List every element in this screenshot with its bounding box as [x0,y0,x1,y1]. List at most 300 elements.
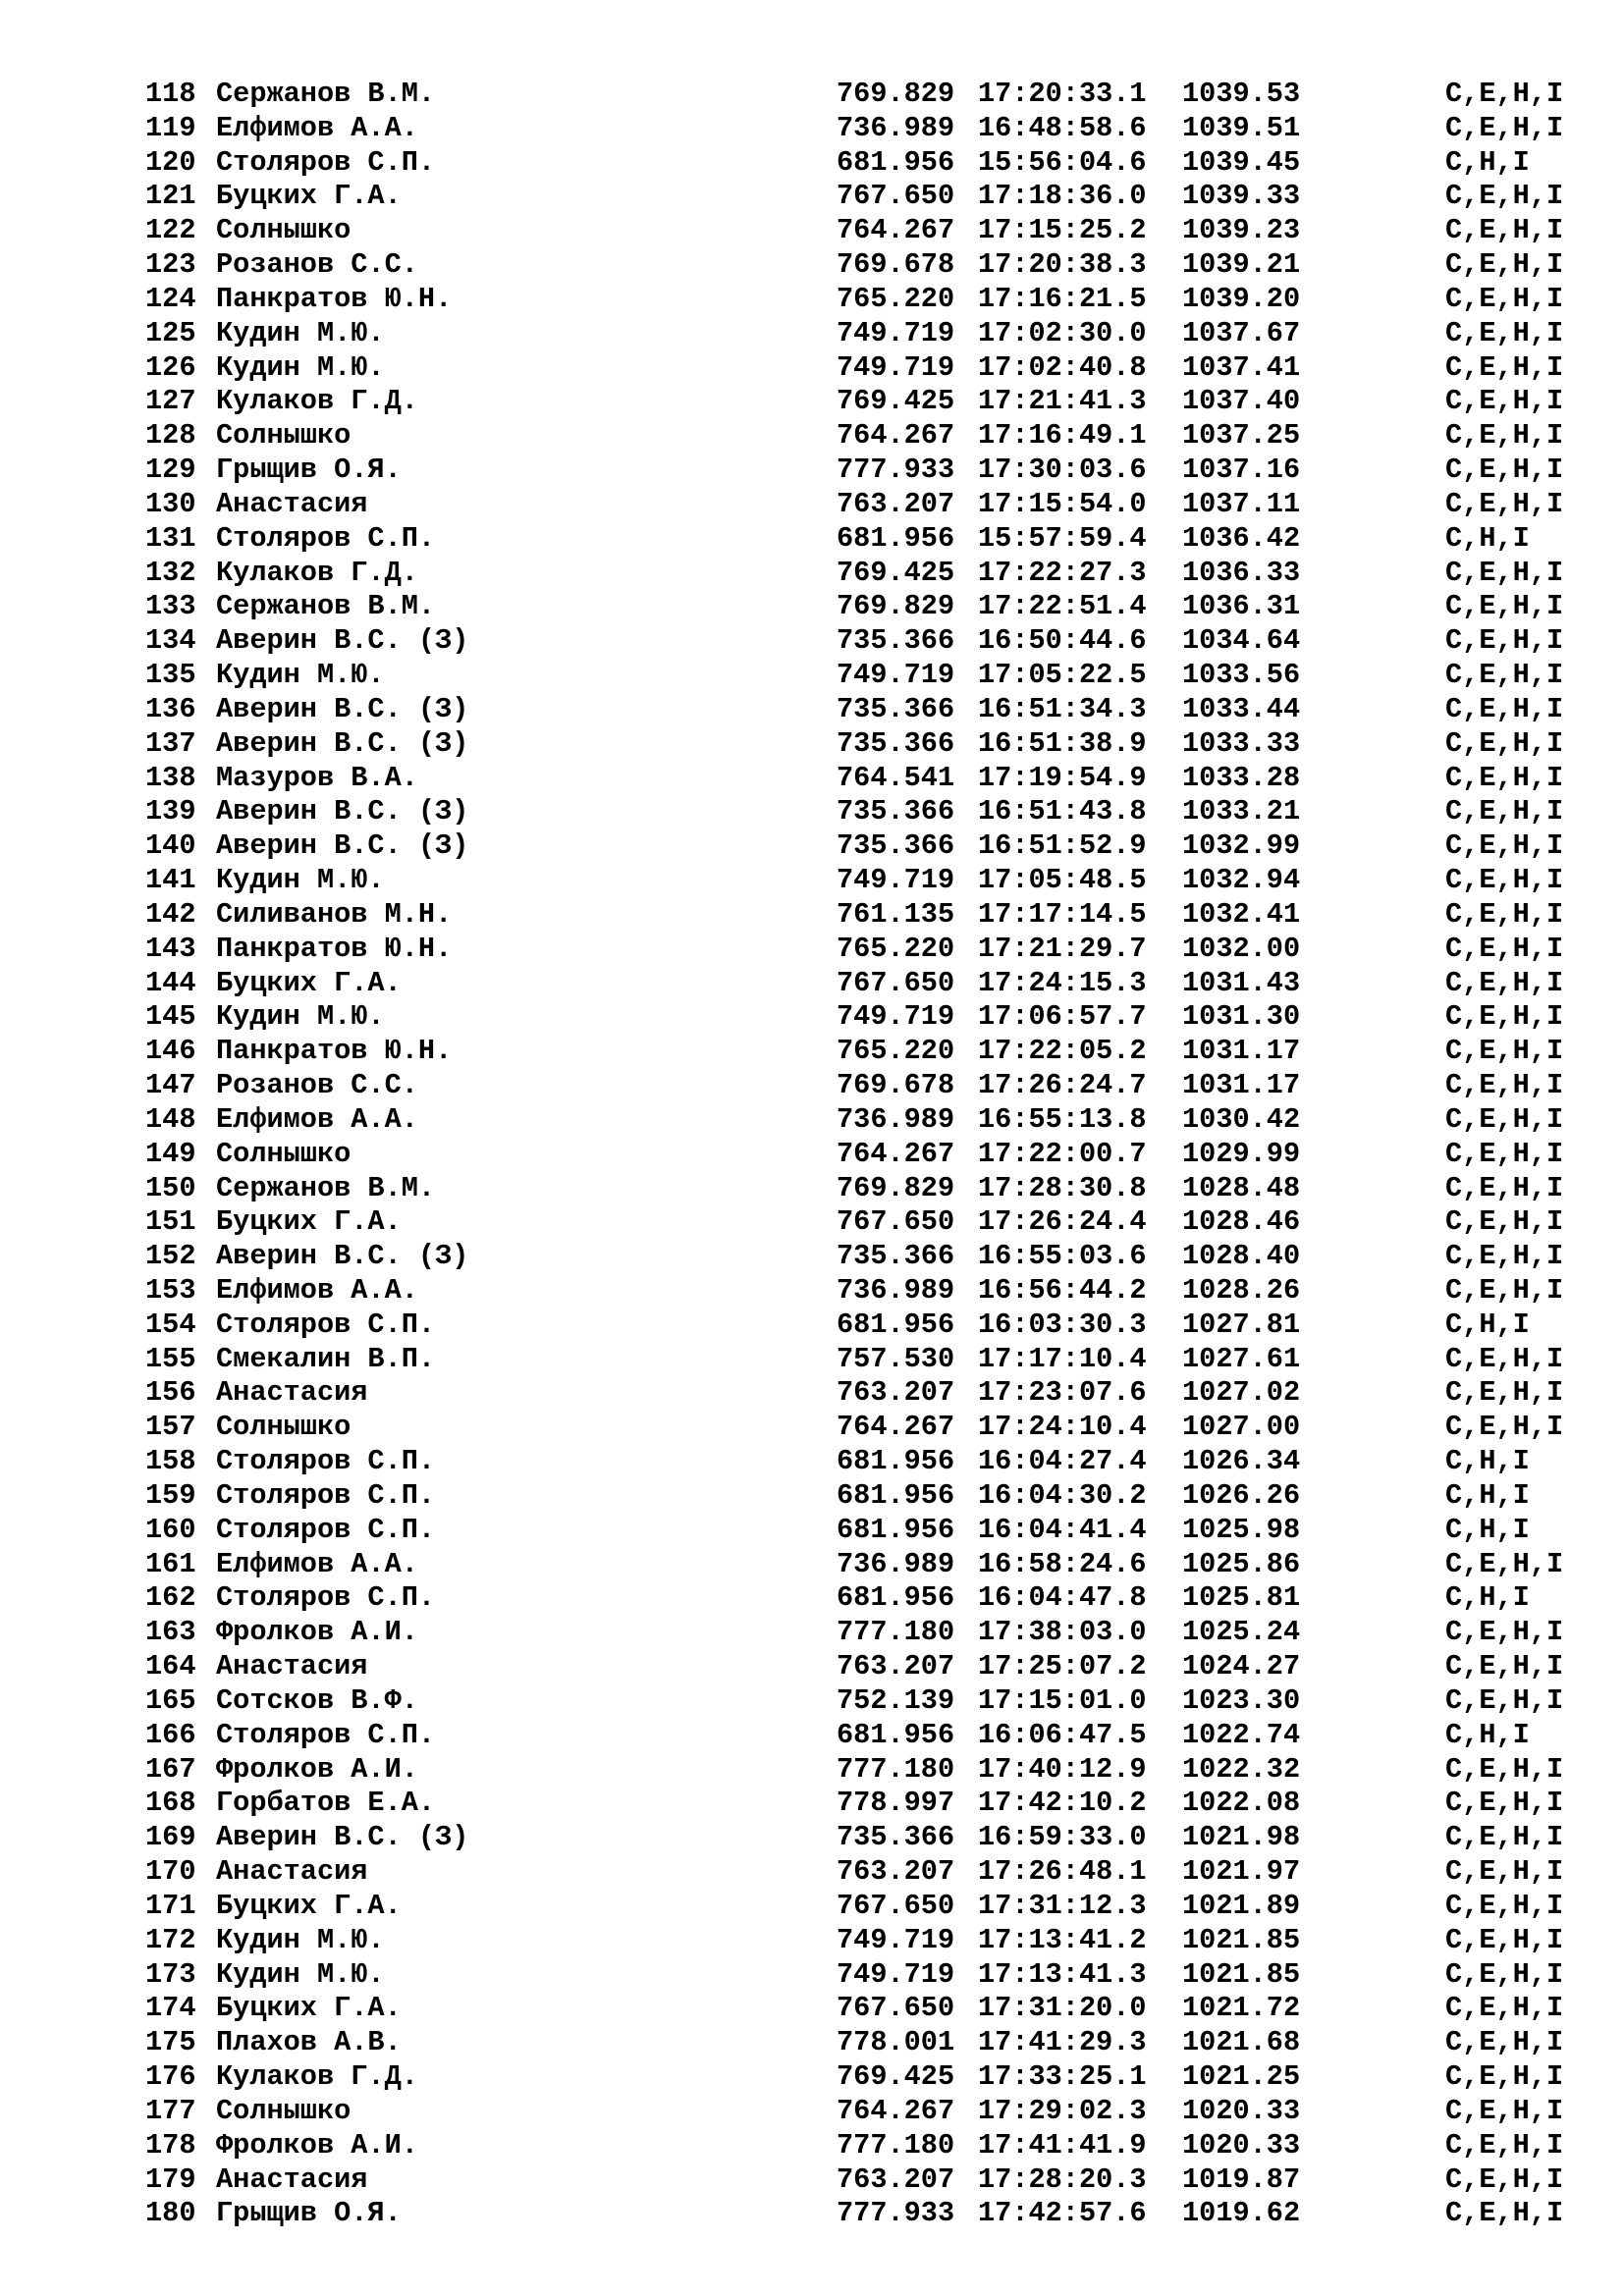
participant-name: Елфимов А.А. [216,111,418,144]
participant-name: Грыщив О.Я. [216,2197,402,2230]
participant-name: Кудин М.Ю. [216,1957,385,1991]
participant-name: Аверин В.С. (З) [216,829,469,863]
place-number: 149 [145,1137,196,1170]
distance: 769.829 [837,590,955,623]
participant-name: Сержанов В.М. [216,78,436,110]
distance: 681.956 [837,1478,955,1512]
speed: 1028.48 [1182,1171,1301,1204]
speed: 1034.64 [1182,624,1301,658]
arrival-time: 17:41:29.3 [978,2026,1147,2059]
place-number: 178 [145,2128,196,2162]
distance: 764.267 [837,214,955,247]
arrival-time: 17:29:02.3 [978,2094,1147,2127]
competition-flags: C,E,H,I [1445,1069,1564,1102]
speed: 1021.85 [1182,1923,1301,1956]
participant-name: Плахов А.В. [216,2026,402,2059]
place-number: 135 [145,659,196,692]
distance: 764.267 [837,1411,955,1444]
arrival-time: 15:56:04.6 [978,145,1147,179]
arrival-time: 16:04:30.2 [978,1478,1147,1512]
arrival-time: 16:04:47.8 [978,1581,1147,1615]
place-number: 119 [145,111,196,144]
participant-name: Кулаков Г.Д. [216,556,418,589]
arrival-time: 17:16:49.1 [978,419,1147,453]
participant-name: Кудин М.Ю. [216,316,385,349]
competition-flags: C,H,I [1445,1513,1530,1546]
distance: 763.207 [837,1650,955,1683]
arrival-time: 17:22:51.4 [978,590,1147,623]
distance: 777.180 [837,1752,955,1786]
speed: 1037.41 [1182,350,1301,384]
arrival-time: 17:13:41.3 [978,1957,1147,1991]
arrival-time: 16:51:52.9 [978,829,1147,863]
arrival-time: 17:15:54.0 [978,487,1147,520]
arrival-time: 17:26:24.7 [978,1069,1147,1102]
speed: 1026.26 [1182,1478,1301,1512]
arrival-time: 16:51:38.9 [978,726,1147,760]
arrival-time: 17:31:12.3 [978,1889,1147,1922]
competition-flags: C,E,H,I [1445,1787,1564,1820]
arrival-time: 16:56:44.2 [978,1273,1147,1307]
place-number: 129 [145,454,196,487]
speed: 1037.11 [1182,487,1301,520]
participant-name: Столяров С.П. [216,1308,436,1341]
place-number: 145 [145,1000,196,1034]
competition-flags: C,E,H,I [1445,659,1564,692]
arrival-time: 17:19:54.9 [978,761,1147,794]
speed: 1039.23 [1182,214,1301,247]
speed: 1021.68 [1182,2026,1301,2059]
arrival-time: 17:28:20.3 [978,2163,1147,2196]
participant-name: Кудин М.Ю. [216,1923,385,1956]
distance: 769.678 [837,248,955,282]
competition-flags: C,E,H,I [1445,316,1564,349]
distance: 735.366 [837,624,955,658]
distance: 681.956 [837,1445,955,1478]
speed: 1019.87 [1182,2163,1301,2196]
competition-flags: C,E,H,I [1445,1752,1564,1786]
distance: 681.956 [837,145,955,179]
participant-name: Панкратов Ю.Н. [216,282,453,315]
competition-flags: C,H,I [1445,1478,1530,1512]
speed: 1023.30 [1182,1683,1301,1717]
place-number: 172 [145,1923,196,1956]
speed: 1036.33 [1182,556,1301,589]
competition-flags: C,E,H,I [1445,1889,1564,1922]
place-number: 166 [145,1718,196,1751]
arrival-time: 17:22:05.2 [978,1035,1147,1068]
participant-name: Фролков А.И. [216,1752,418,1786]
participant-name: Столяров С.П. [216,1478,436,1512]
speed: 1030.42 [1182,1102,1301,1136]
speed: 1022.32 [1182,1752,1301,1786]
distance: 765.220 [837,932,955,965]
competition-flags: C,E,H,I [1445,829,1564,863]
distance: 681.956 [837,1513,955,1546]
participant-name: Буцких Г.А. [216,1992,402,2025]
arrival-time: 17:05:48.5 [978,864,1147,897]
participant-name: Анастасия [216,1855,368,1889]
participant-name: Аверин В.С. (З) [216,1821,469,1854]
participant-name: Столяров С.П. [216,1718,436,1751]
competition-flags: C,E,H,I [1445,78,1564,110]
place-number: 123 [145,248,196,282]
speed: 1021.97 [1182,1855,1301,1889]
participant-name: Сотсков В.Ф. [216,1683,418,1717]
competition-flags: C,E,H,I [1445,487,1564,520]
place-number: 157 [145,1411,196,1444]
speed: 1039.21 [1182,248,1301,282]
competition-flags: C,E,H,I [1445,350,1564,384]
distance: 778.001 [837,2026,955,2059]
place-number: 158 [145,1445,196,1478]
place-number: 163 [145,1616,196,1649]
arrival-time: 16:03:30.3 [978,1308,1147,1341]
distance: 763.207 [837,1376,955,1410]
distance: 681.956 [837,521,955,555]
place-number: 124 [145,282,196,315]
place-number: 160 [145,1513,196,1546]
speed: 1019.62 [1182,2197,1301,2230]
competition-flags: C,E,H,I [1445,1683,1564,1717]
distance: 736.989 [837,111,955,144]
place-number: 138 [145,761,196,794]
participant-name: Фролков А.И. [216,1616,418,1649]
competition-flags: C,E,H,I [1445,932,1564,965]
speed: 1028.40 [1182,1240,1301,1273]
competition-flags: C,H,I [1445,1581,1530,1615]
speed: 1021.85 [1182,1957,1301,1991]
participant-name: Розанов С.С. [216,1069,418,1102]
distance: 769.425 [837,385,955,418]
participant-name: Силиванов М.Н. [216,897,453,931]
place-number: 127 [145,385,196,418]
participant-name: Панкратов Ю.Н. [216,932,453,965]
speed: 1039.53 [1182,78,1301,110]
speed: 1028.46 [1182,1205,1301,1239]
competition-flags: C,E,H,I [1445,1240,1564,1273]
arrival-time: 17:15:01.0 [978,1683,1147,1717]
place-number: 164 [145,1650,196,1683]
distance: 749.719 [837,1957,955,1991]
competition-flags: C,E,H,I [1445,692,1564,725]
place-number: 161 [145,1547,196,1580]
competition-flags: C,E,H,I [1445,726,1564,760]
participant-name: Сержанов В.М. [216,590,436,623]
place-number: 134 [145,624,196,658]
speed: 1039.20 [1182,282,1301,315]
competition-flags: C,E,H,I [1445,556,1564,589]
competition-flags: C,E,H,I [1445,1205,1564,1239]
place-number: 140 [145,829,196,863]
arrival-time: 17:28:30.8 [978,1171,1147,1204]
competition-flags: C,E,H,I [1445,2094,1564,2127]
arrival-time: 16:58:24.6 [978,1547,1147,1580]
place-number: 131 [145,521,196,555]
competition-flags: C,E,H,I [1445,897,1564,931]
speed: 1020.33 [1182,2094,1301,2127]
speed: 1033.56 [1182,659,1301,692]
place-number: 128 [145,419,196,453]
place-number: 153 [145,1273,196,1307]
speed: 1039.33 [1182,180,1301,213]
place-number: 167 [145,1752,196,1786]
arrival-time: 16:06:47.5 [978,1718,1147,1751]
arrival-time: 16:50:44.6 [978,624,1147,658]
distance: 749.719 [837,864,955,897]
speed: 1027.81 [1182,1308,1301,1341]
distance: 763.207 [837,487,955,520]
distance: 735.366 [837,726,955,760]
distance: 769.829 [837,1171,955,1204]
arrival-time: 16:48:58.6 [978,111,1147,144]
speed: 1032.99 [1182,829,1301,863]
speed: 1033.44 [1182,692,1301,725]
participant-name: Смекалин В.П. [216,1342,436,1375]
arrival-time: 17:21:41.3 [978,385,1147,418]
distance: 765.220 [837,282,955,315]
arrival-time: 16:04:41.4 [978,1513,1147,1546]
competition-flags: C,E,H,I [1445,454,1564,487]
speed: 1032.94 [1182,864,1301,897]
competition-flags: C,E,H,I [1445,1035,1564,1068]
participant-name: Столяров С.П. [216,521,436,555]
arrival-time: 17:41:41.9 [978,2128,1147,2162]
speed: 1021.98 [1182,1821,1301,1854]
arrival-time: 17:25:07.2 [978,1650,1147,1683]
distance: 769.425 [837,556,955,589]
place-number: 151 [145,1205,196,1239]
competition-flags: C,E,H,I [1445,1650,1564,1683]
participant-name: Мазуров В.А. [216,761,418,794]
arrival-time: 16:55:13.8 [978,1102,1147,1136]
place-number: 154 [145,1308,196,1341]
place-number: 118 [145,78,196,110]
distance: 777.180 [837,2128,955,2162]
competition-flags: C,E,H,I [1445,761,1564,794]
participant-name: Аверин В.С. (З) [216,624,469,658]
place-number: 121 [145,180,196,213]
place-number: 147 [145,1069,196,1102]
distance: 749.719 [837,350,955,384]
arrival-time: 17:13:41.2 [978,1923,1147,1956]
competition-flags: C,E,H,I [1445,1821,1564,1854]
arrival-time: 17:02:30.0 [978,316,1147,349]
arrival-time: 17:22:00.7 [978,1137,1147,1170]
speed: 1032.00 [1182,932,1301,965]
participant-name: Столяров С.П. [216,1513,436,1546]
competition-flags: C,E,H,I [1445,2026,1564,2059]
competition-flags: C,E,H,I [1445,1992,1564,2025]
competition-flags: C,E,H,I [1445,111,1564,144]
distance: 777.180 [837,1616,955,1649]
place-number: 142 [145,897,196,931]
competition-flags: C,E,H,I [1445,1855,1564,1889]
competition-flags: C,E,H,I [1445,214,1564,247]
arrival-time: 17:23:07.6 [978,1376,1147,1410]
participant-name: Сержанов В.М. [216,1171,436,1204]
place-number: 120 [145,145,196,179]
place-number: 162 [145,1581,196,1615]
distance: 749.719 [837,1000,955,1034]
distance: 763.207 [837,2163,955,2196]
place-number: 180 [145,2197,196,2230]
participant-name: Анастасия [216,1650,368,1683]
speed: 1027.02 [1182,1376,1301,1410]
distance: 769.425 [837,2060,955,2094]
speed: 1031.17 [1182,1035,1301,1068]
arrival-time: 17:20:38.3 [978,248,1147,282]
arrival-time: 17:42:10.2 [978,1787,1147,1820]
competition-flags: C,E,H,I [1445,1171,1564,1204]
place-number: 173 [145,1957,196,1991]
speed: 1026.34 [1182,1445,1301,1478]
arrival-time: 16:04:27.4 [978,1445,1147,1478]
competition-flags: C,E,H,I [1445,624,1564,658]
competition-flags: C,E,H,I [1445,1102,1564,1136]
distance: 735.366 [837,1821,955,1854]
speed: 1025.81 [1182,1581,1301,1615]
arrival-time: 17:22:27.3 [978,556,1147,589]
participant-name: Солнышко [216,2094,352,2127]
speed: 1025.24 [1182,1616,1301,1649]
competition-flags: C,E,H,I [1445,1616,1564,1649]
speed: 1036.42 [1182,521,1301,555]
speed: 1021.89 [1182,1889,1301,1922]
distance: 764.267 [837,1137,955,1170]
speed: 1020.33 [1182,2128,1301,2162]
distance: 763.207 [837,1855,955,1889]
competition-flags: C,E,H,I [1445,1000,1564,1034]
distance: 764.267 [837,2094,955,2127]
participant-name: Столяров С.П. [216,145,436,179]
participant-name: Кулаков Г.Д. [216,2060,418,2094]
place-number: 144 [145,966,196,999]
place-number: 148 [145,1102,196,1136]
arrival-time: 17:40:12.9 [978,1752,1147,1786]
speed: 1039.51 [1182,111,1301,144]
speed: 1039.45 [1182,145,1301,179]
arrival-time: 16:51:43.8 [978,795,1147,828]
distance: 767.650 [837,1992,955,2025]
place-number: 169 [145,1821,196,1854]
place-number: 136 [145,692,196,725]
arrival-time: 17:30:03.6 [978,454,1147,487]
competition-flags: C,E,H,I [1445,180,1564,213]
speed: 1033.21 [1182,795,1301,828]
competition-flags: C,E,H,I [1445,1376,1564,1410]
place-number: 170 [145,1855,196,1889]
distance: 767.650 [837,1889,955,1922]
competition-flags: C,E,H,I [1445,248,1564,282]
distance: 735.366 [837,692,955,725]
place-number: 174 [145,1992,196,2025]
competition-flags: C,E,H,I [1445,2163,1564,2196]
participant-name: Розанов С.С. [216,248,418,282]
participant-name: Анастасия [216,1376,368,1410]
distance: 749.719 [837,316,955,349]
arrival-time: 17:26:24.4 [978,1205,1147,1239]
arrival-time: 17:24:15.3 [978,966,1147,999]
place-number: 168 [145,1787,196,1820]
distance: 778.997 [837,1787,955,1820]
place-number: 137 [145,726,196,760]
place-number: 179 [145,2163,196,2196]
arrival-time: 17:16:21.5 [978,282,1147,315]
arrival-time: 17:31:20.0 [978,1992,1147,2025]
speed: 1033.33 [1182,726,1301,760]
distance: 752.139 [837,1683,955,1717]
distance: 749.719 [837,659,955,692]
participant-name: Горбатов Е.А. [216,1787,436,1820]
competition-flags: C,H,I [1445,1308,1530,1341]
speed: 1024.27 [1182,1650,1301,1683]
place-number: 150 [145,1171,196,1204]
competition-flags: C,E,H,I [1445,419,1564,453]
arrival-time: 17:02:40.8 [978,350,1147,384]
competition-flags: C,H,I [1445,145,1530,179]
distance: 681.956 [837,1718,955,1751]
arrival-time: 17:38:03.0 [978,1616,1147,1649]
participant-name: Елфимов А.А. [216,1547,418,1580]
place-number: 139 [145,795,196,828]
distance: 769.829 [837,78,955,110]
participant-name: Грыщив О.Я. [216,454,402,487]
place-number: 155 [145,1342,196,1375]
speed: 1027.00 [1182,1411,1301,1444]
participant-name: Елфимов А.А. [216,1273,418,1307]
participant-name: Солнышко [216,1137,352,1170]
speed: 1031.17 [1182,1069,1301,1102]
arrival-time: 17:26:48.1 [978,1855,1147,1889]
arrival-time: 16:55:03.6 [978,1240,1147,1273]
speed: 1031.30 [1182,1000,1301,1034]
arrival-time: 17:17:10.4 [978,1342,1147,1375]
speed: 1033.28 [1182,761,1301,794]
place-number: 126 [145,350,196,384]
competition-flags: C,E,H,I [1445,1411,1564,1444]
competition-flags: C,H,I [1445,1445,1530,1478]
arrival-time: 17:06:57.7 [978,1000,1147,1034]
arrival-time: 17:21:29.7 [978,932,1147,965]
participant-name: Аверин В.С. (З) [216,692,469,725]
competition-flags: C,E,H,I [1445,2060,1564,2094]
speed: 1022.08 [1182,1787,1301,1820]
speed: 1029.99 [1182,1137,1301,1170]
participant-name: Кудин М.Ю. [216,659,385,692]
participant-name: Солнышко [216,1411,352,1444]
competition-flags: C,E,H,I [1445,1137,1564,1170]
participant-name: Кудин М.Ю. [216,350,385,384]
competition-flags: C,E,H,I [1445,1273,1564,1307]
competition-flags: C,E,H,I [1445,590,1564,623]
distance: 749.719 [837,1923,955,1956]
distance: 767.650 [837,1205,955,1239]
distance: 757.530 [837,1342,955,1375]
speed: 1032.41 [1182,897,1301,931]
participant-name: Анастасия [216,487,368,520]
speed: 1037.67 [1182,316,1301,349]
participant-name: Столяров С.П. [216,1445,436,1478]
competition-flags: C,E,H,I [1445,1957,1564,1991]
speed: 1037.25 [1182,419,1301,453]
speed: 1027.61 [1182,1342,1301,1375]
speed: 1025.86 [1182,1547,1301,1580]
distance: 767.650 [837,180,955,213]
competition-flags: C,H,I [1445,1718,1530,1751]
place-number: 156 [145,1376,196,1410]
place-number: 146 [145,1035,196,1068]
